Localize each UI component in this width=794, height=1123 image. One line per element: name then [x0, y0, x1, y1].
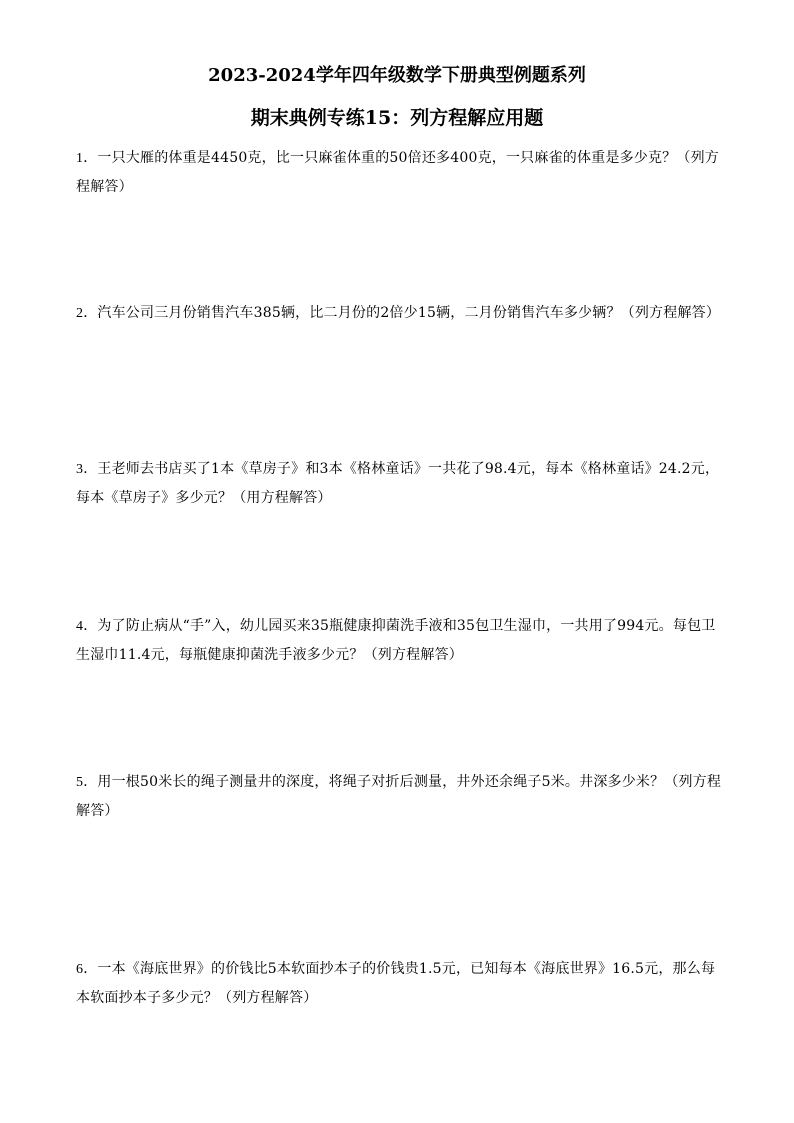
question-3 — [76, 455, 726, 512]
question-number: 5． — [76, 775, 98, 790]
question-number: 2． — [76, 306, 98, 321]
question-6 — [76, 955, 726, 1012]
question-text: 一本《海底世界》的价钱比5本软面抄本子的价钱贵1.5元，已知每本《海底世界》16.5元，那么每本软面抄本子多少元？（列方程解答） — [76, 961, 716, 1006]
question-4 — [76, 612, 726, 669]
question-number: 1． — [76, 151, 98, 166]
document-title: 2023-2024学年四年级数学下册典型例题系列 — [208, 65, 586, 86]
question-text: 王老师去书店买了1本《草房子》和3本《格林童话》一共花了98.4元，每本《格林童话》24.2元，每本《草房子》多少元？（用方程解答） — [76, 461, 720, 506]
question-text: 一只大雁的体重是4450克，比一只麻雀体重的50倍还多400克，一只麻雀的体重是多少克？（列方程解答） — [76, 150, 719, 195]
question-number: 3． — [76, 462, 98, 477]
question-text: 为了防止病从“手”入，幼儿园买来35瓶健康抑菌洗手液和35包卫生湿巾，一共用了994元。每包卫生湿巾11.4元，每瓶健康抑菌洗手液多少元？（列方程解答） — [76, 618, 716, 663]
question-text: 用一根50米长的绳子测量井的深度，将绳子对折后测量，井外还余绳子5米。井深多少米？（列方程解答） — [76, 774, 722, 819]
question-number: 6． — [76, 962, 98, 977]
question-5 — [76, 768, 726, 825]
question-text: 汽车公司三月份销售汽车385辆，比二月份的2倍少15辆，二月份销售汽车多少辆？（列方程解答） — [97, 305, 721, 321]
question-2 — [76, 299, 726, 328]
question-1 — [76, 144, 726, 201]
document-subtitle: 期末典例专练15：列方程解应用题 — [250, 107, 544, 129]
question-number: 4． — [76, 619, 98, 634]
